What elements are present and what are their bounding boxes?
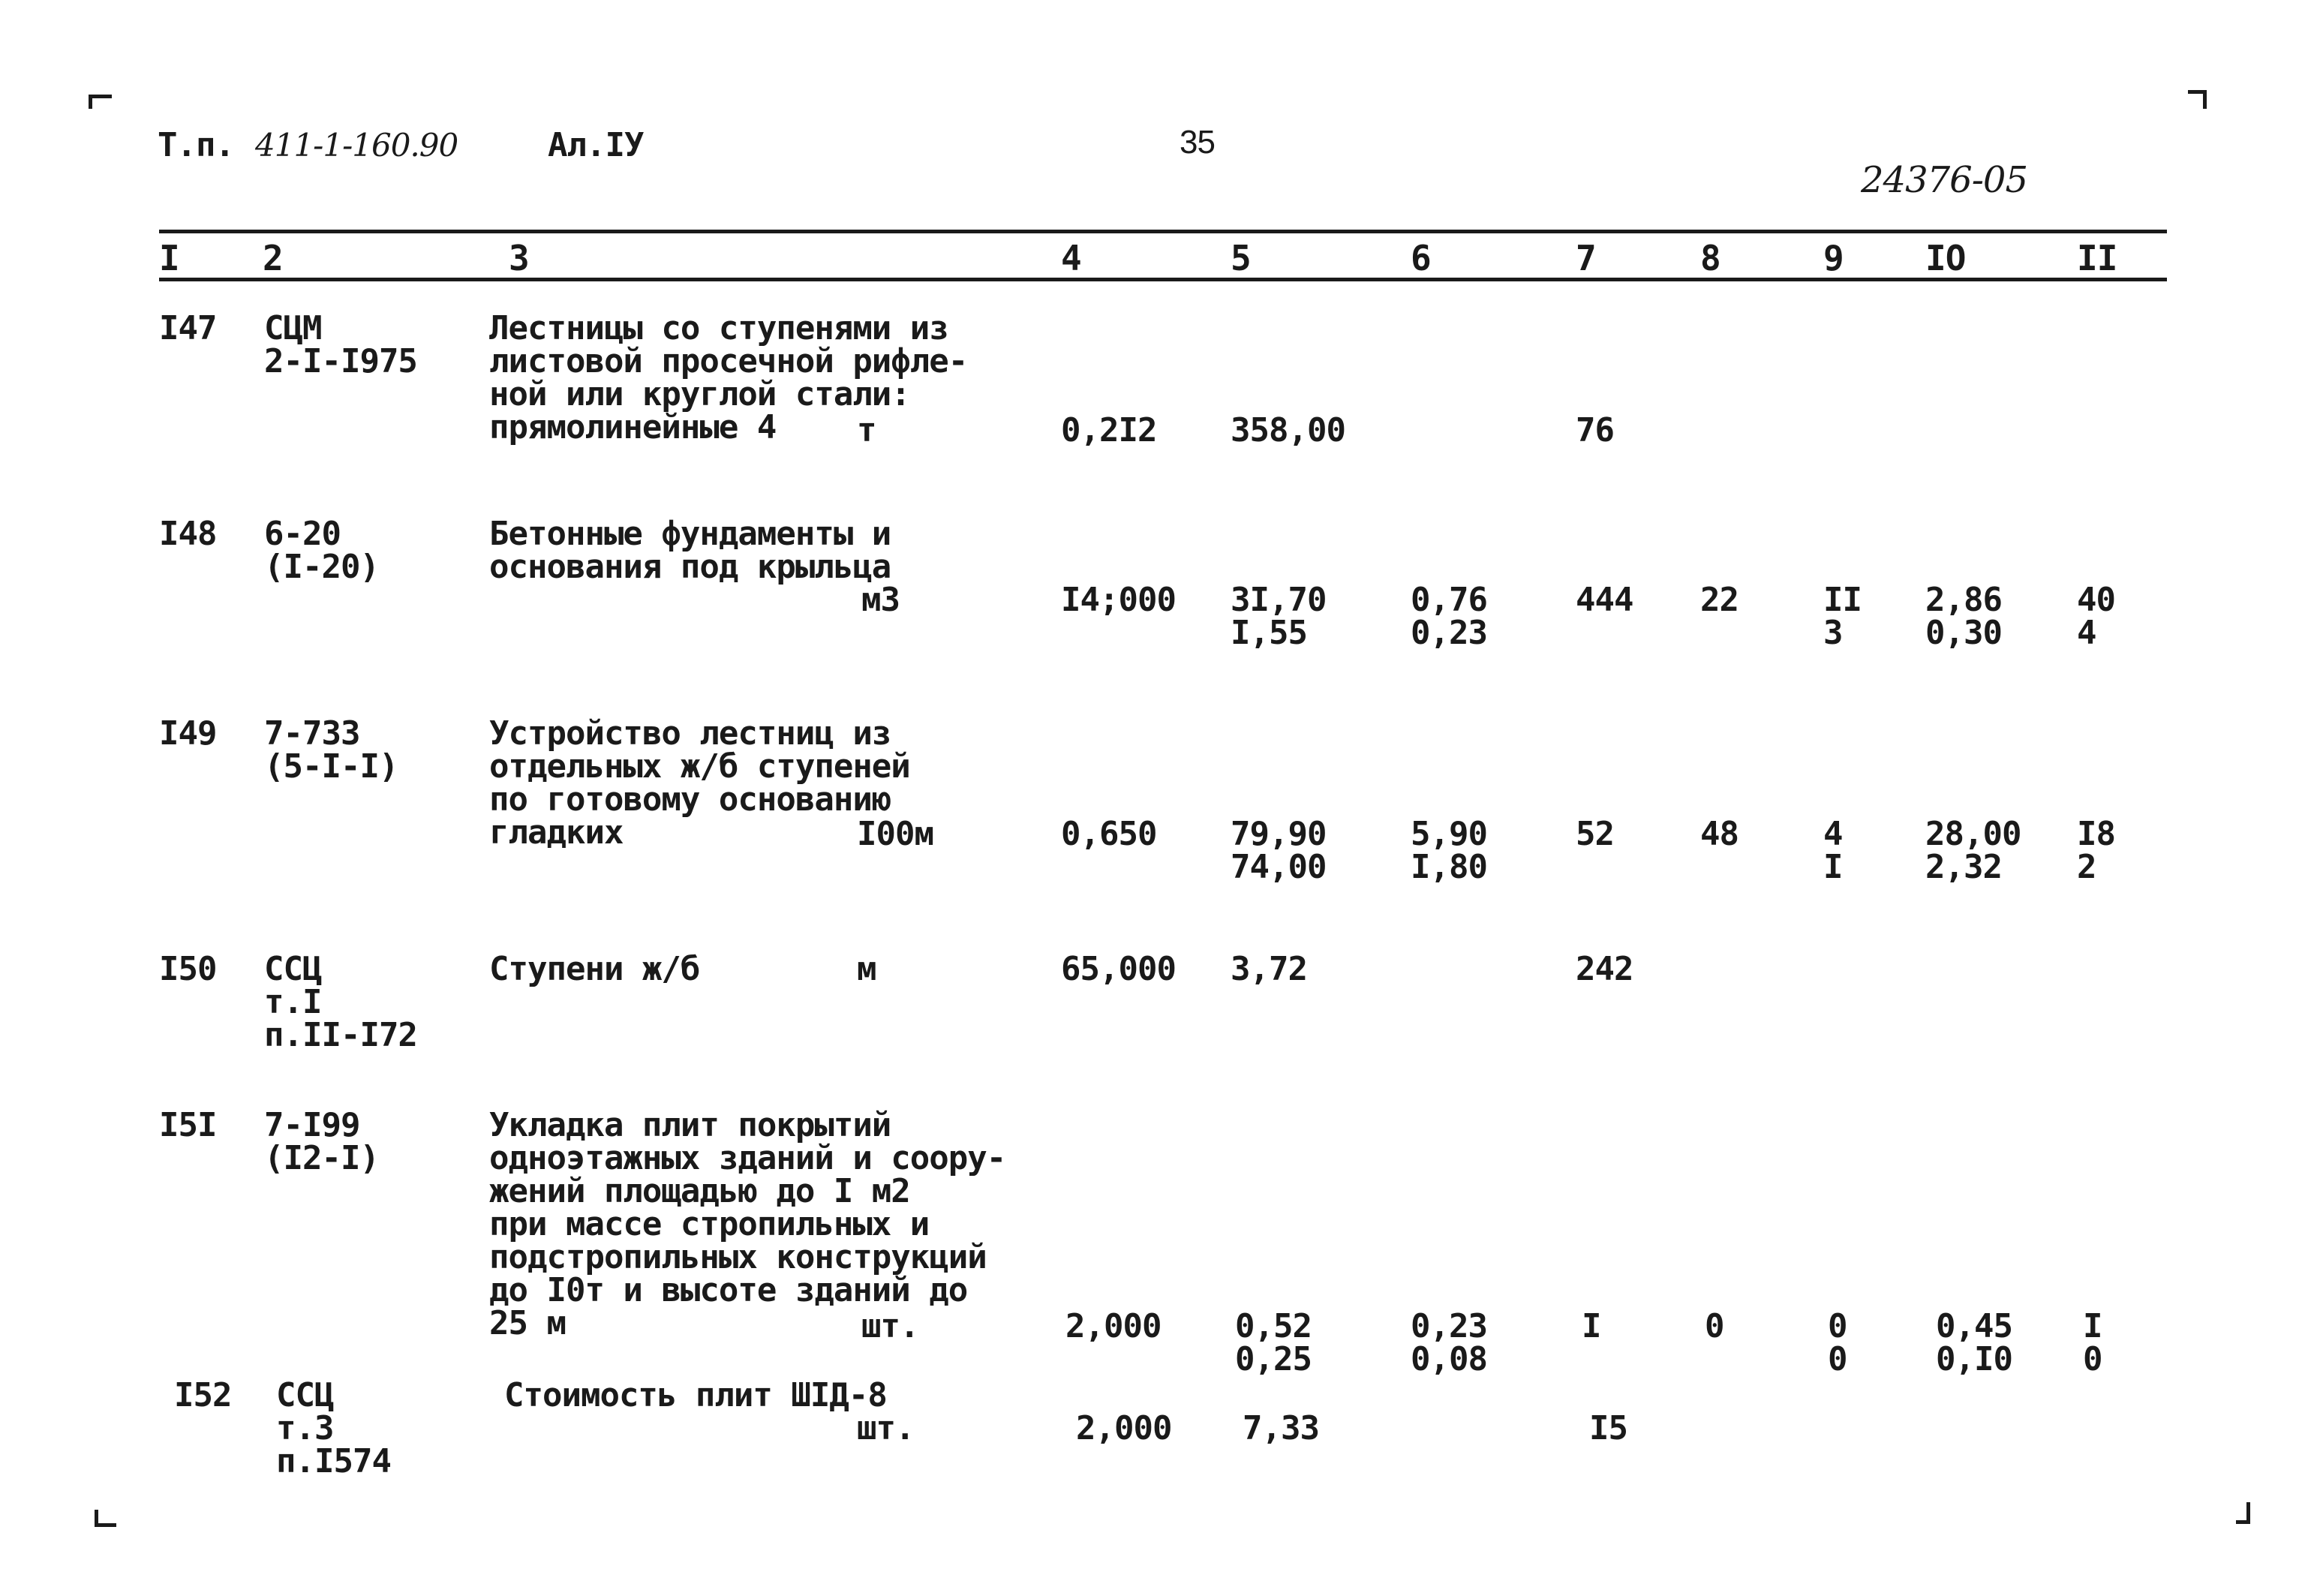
table-header-rule bbox=[159, 278, 2167, 281]
row-number: I50 bbox=[159, 950, 217, 988]
row-number: I48 bbox=[159, 515, 217, 553]
work-description: Ступени ж/б bbox=[489, 950, 700, 988]
rate-code: 7-733 (5-I-I) bbox=[264, 714, 398, 786]
quantity: I4;000 bbox=[1061, 581, 1176, 619]
col-header-5: 5 bbox=[1231, 238, 1251, 278]
doc-number: 411-1-160.90 bbox=[255, 127, 458, 164]
col6-value: 0,23 0,08 bbox=[1411, 1307, 1487, 1378]
col5-value: 3,72 bbox=[1231, 950, 1307, 988]
row-number: I49 bbox=[159, 714, 217, 753]
col7-value: 76 bbox=[1576, 411, 1614, 449]
unit: шт. bbox=[857, 1409, 915, 1447]
quantity: 2,000 bbox=[1076, 1409, 1172, 1447]
col7-value: I5 bbox=[1589, 1409, 1627, 1447]
col-header-3: 3 bbox=[509, 238, 529, 278]
col5-value: 79,90 74,00 bbox=[1231, 815, 1327, 886]
col-header-2: 2 bbox=[263, 238, 283, 278]
row-number: I5I bbox=[159, 1106, 217, 1144]
col5-value: 358,00 bbox=[1231, 411, 1345, 449]
col10-value: 2,86 0,30 bbox=[1925, 581, 2002, 652]
col9-value: 4 I bbox=[1823, 815, 1843, 886]
col10-value: 28,00 2,32 bbox=[1925, 815, 2021, 886]
col5-value: 3I,70 I,55 bbox=[1231, 581, 1327, 652]
unit: шт. bbox=[861, 1307, 919, 1345]
registration-number: 24376-05 bbox=[1861, 159, 2027, 201]
corner-mark-top-left bbox=[89, 95, 112, 109]
col8-value: 22 bbox=[1700, 581, 1739, 619]
col-header-11: II bbox=[2077, 238, 2117, 278]
work-description: Устройство лестниц из отдельных ж/б ступеней по готовому основанию гладких bbox=[489, 714, 910, 852]
col11-value: I8 2 bbox=[2077, 815, 2115, 886]
col7-value: 52 bbox=[1576, 815, 1614, 853]
table-top-rule bbox=[159, 230, 2167, 233]
col-header-1: I bbox=[159, 238, 179, 278]
col9-value: 0 0 bbox=[1828, 1307, 1847, 1378]
rate-code: 7-I99 (I2-I) bbox=[264, 1106, 379, 1177]
row-number: I47 bbox=[159, 309, 217, 347]
col9-value: II 3 bbox=[1823, 581, 1862, 652]
quantity: 0,2I2 bbox=[1061, 411, 1157, 449]
page-number: 35 bbox=[1180, 124, 1215, 161]
corner-mark-top-right bbox=[2188, 90, 2207, 109]
work-description: Бетонные фундаменты и основания под крыльца bbox=[489, 515, 891, 586]
col5-value: 0,52 0,25 bbox=[1235, 1307, 1312, 1378]
col-header-7: 7 bbox=[1576, 238, 1596, 278]
col7-value: 444 bbox=[1576, 581, 1633, 619]
unit: м bbox=[857, 950, 876, 988]
col7-value: I bbox=[1582, 1307, 1601, 1345]
rate-code: СЦМ 2-I-I975 bbox=[264, 309, 417, 380]
col11-value: 40 4 bbox=[2077, 581, 2115, 652]
col-header-4: 4 bbox=[1061, 238, 1081, 278]
unit: т bbox=[857, 411, 876, 449]
rate-code: ССЦ т.3 п.I574 bbox=[276, 1376, 391, 1480]
col-header-9: 9 bbox=[1823, 238, 1844, 278]
work-description: Стоимость плит ШIД-8 bbox=[504, 1376, 887, 1414]
col6-value: 5,90 I,80 bbox=[1411, 815, 1487, 886]
col5-value: 7,33 bbox=[1243, 1409, 1319, 1447]
unit: м3 bbox=[861, 581, 900, 619]
work-description: Укладка плит покрытий одноэтажных зданий и соору- жений площадью до I м2 при массе стропильных и подстропильных конструкций до I0т и высоте зданий до 25 м bbox=[489, 1106, 1006, 1342]
col8-value: 48 bbox=[1700, 815, 1739, 853]
unit: I00м bbox=[857, 815, 933, 853]
corner-mark-bottom-right bbox=[2236, 1502, 2250, 1524]
corner-mark-bottom-left bbox=[95, 1510, 116, 1527]
quantity: 0,650 bbox=[1061, 815, 1157, 853]
col-header-8: 8 bbox=[1700, 238, 1720, 278]
quantity: 2,000 bbox=[1065, 1307, 1162, 1345]
rate-code: 6-20 (I-20) bbox=[264, 515, 379, 586]
rate-code: ССЦ т.I п.II-I72 bbox=[264, 950, 417, 1054]
album-label: Ал.IУ bbox=[548, 126, 644, 164]
quantity: 65,000 bbox=[1061, 950, 1176, 988]
row-number: I52 bbox=[174, 1376, 232, 1414]
col-header-6: 6 bbox=[1411, 238, 1431, 278]
col7-value: 242 bbox=[1576, 950, 1633, 988]
col6-value: 0,76 0,23 bbox=[1411, 581, 1487, 652]
work-description: Лестницы со ступенями из листовой просечной рифле- ной или круглой стали: прямолинейные 4 bbox=[489, 309, 968, 446]
col8-value: 0 bbox=[1705, 1307, 1724, 1345]
doc-prefix: Т.п. bbox=[158, 126, 234, 164]
col10-value: 0,45 0,I0 bbox=[1936, 1307, 2012, 1378]
col-header-10: IO bbox=[1925, 238, 1966, 278]
col11-value: I 0 bbox=[2083, 1307, 2102, 1378]
